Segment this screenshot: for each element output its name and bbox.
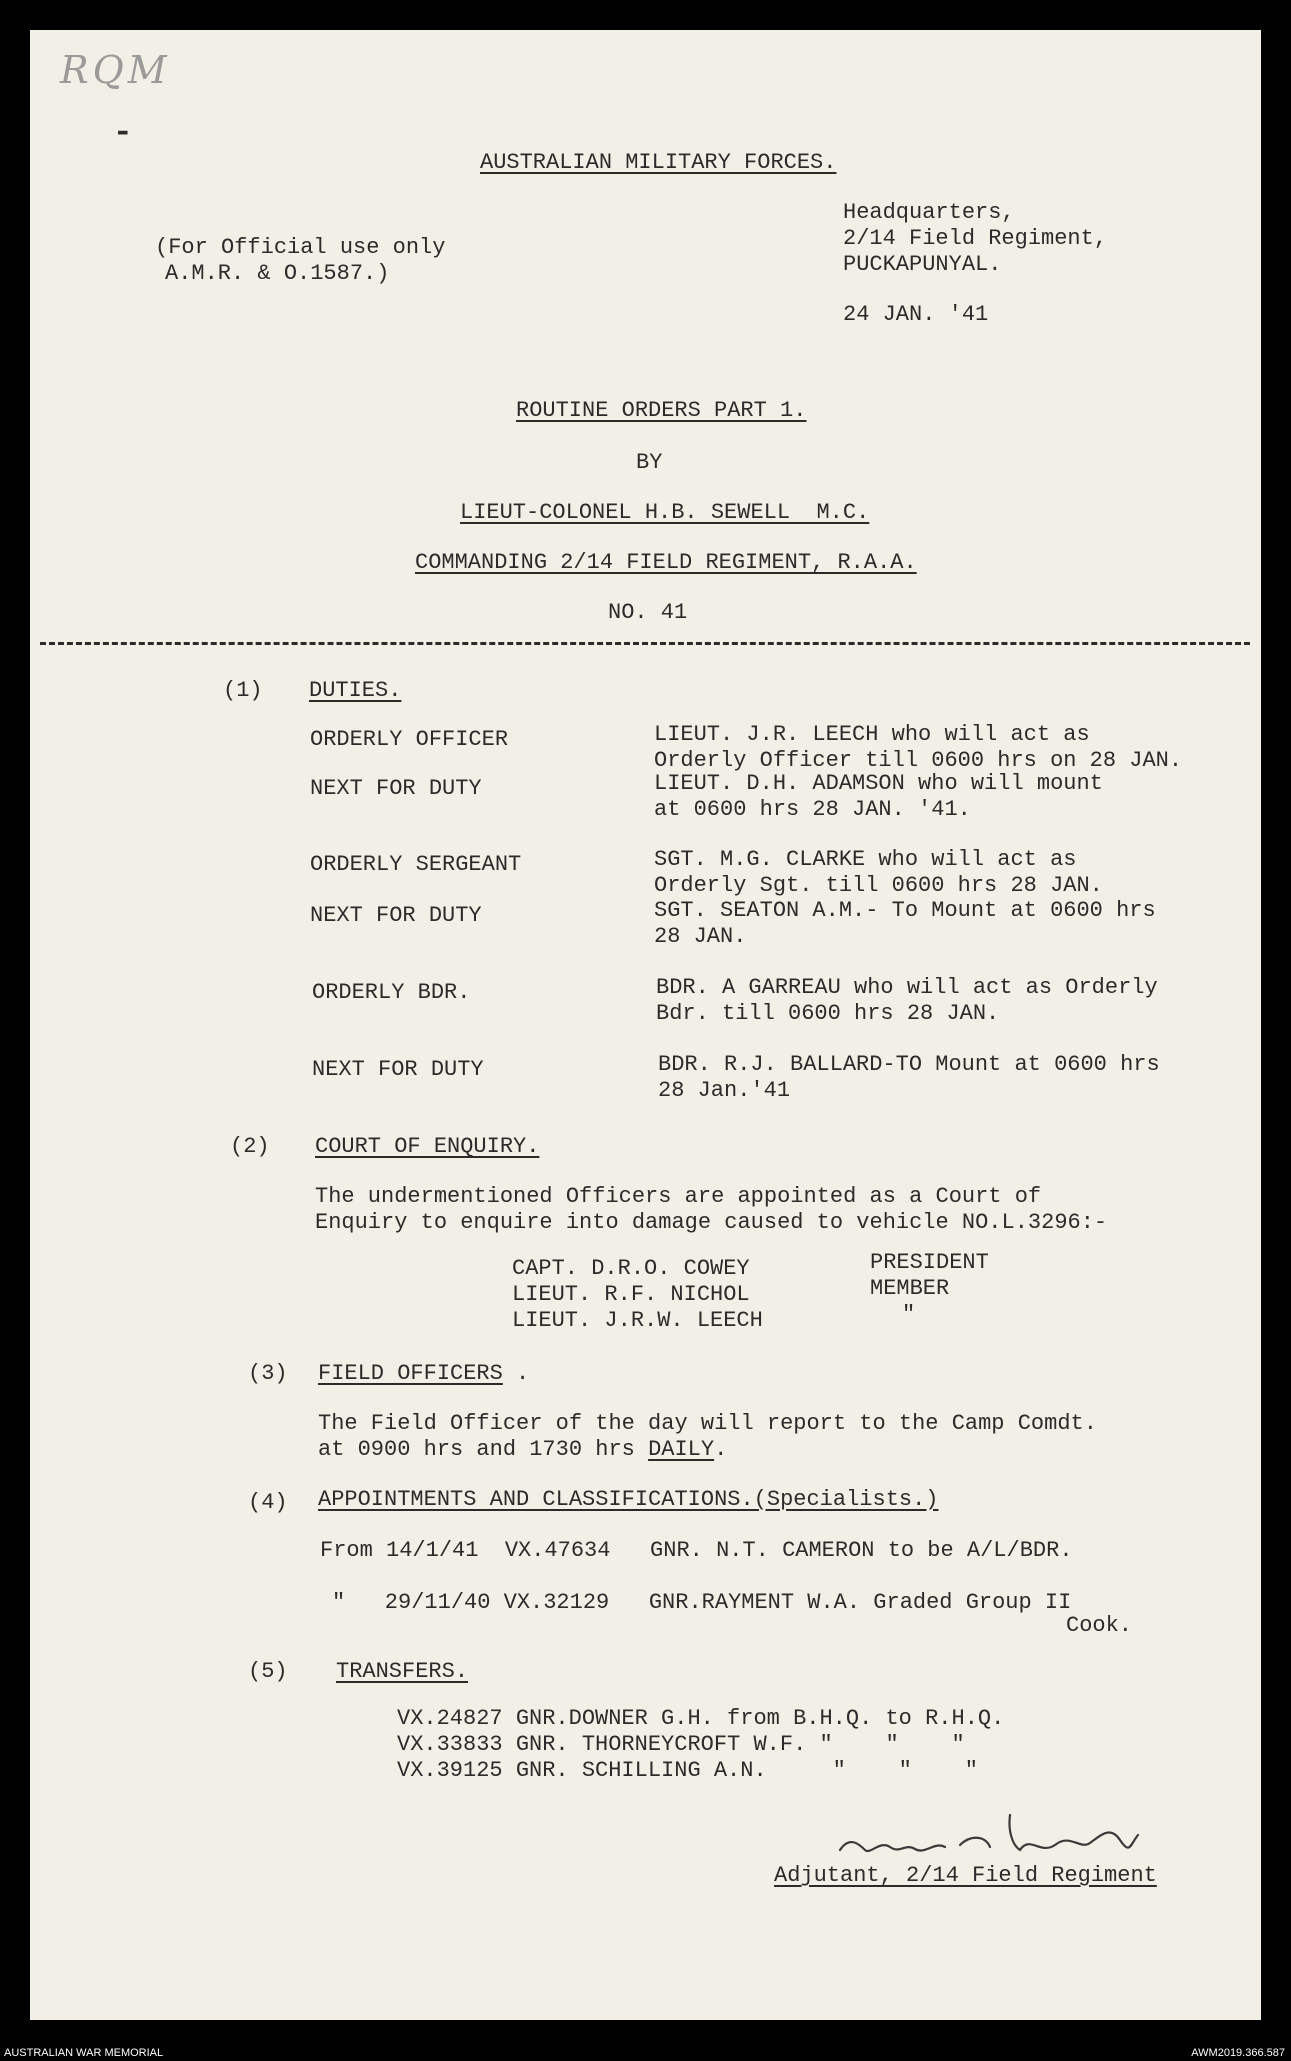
document-heading: AUSTRALIAN MILITARY FORCES. (480, 150, 837, 175)
court-member-role: MEMBER (870, 1276, 950, 1301)
footer-credit: AUSTRALIAN WAR MEMORIAL (4, 2047, 164, 2059)
court-text-line-1: The undermentioned Officers are appointed as a Court of (315, 1184, 1042, 1209)
hq-line-2: 2/14 Field Regiment, (843, 226, 1108, 251)
duty-label: NEXT FOR DUTY (310, 776, 482, 801)
field-officers-heading-dot: . (516, 1361, 530, 1386)
document-page (30, 30, 1261, 2020)
section-heading-court: COURT OF ENQUIRY. (315, 1134, 540, 1159)
by-line: BY (636, 450, 663, 475)
field-officers-times: at 0900 hrs and 1730 hrs (318, 1437, 649, 1462)
orders-title: ROUTINE ORDERS PART 1. (516, 398, 807, 423)
hq-line-3: PUCKAPUNYAL. (843, 252, 1002, 277)
duty-label: ORDERLY OFFICER (310, 727, 509, 752)
duty-detail: Orderly Officer till 0600 hrs on 28 JAN. (654, 748, 1183, 773)
duty-detail: BDR. R.J. BALLARD-TO Mount at 0600 hrs (658, 1052, 1160, 1077)
duty-label: NEXT FOR DUTY (312, 1057, 484, 1082)
duty-detail: SGT. M.G. CLARKE who will act as (654, 847, 1077, 872)
field-officers-text-line-2 (318, 1437, 727, 1463)
order-date: 24 JAN. '41 (843, 302, 989, 327)
section-number-field-officers: (3) (248, 1361, 288, 1386)
court-member-role: PRESIDENT (870, 1250, 989, 1275)
transfer-line: VX.39125 GNR. SCHILLING A.N. " " " (397, 1758, 978, 1783)
handwritten-signature (820, 1805, 1150, 1865)
pen-mark: ▬ (118, 122, 128, 140)
section-heading-appointments: APPOINTMENTS AND CLASSIFICATIONS.(Specialists.) (318, 1487, 939, 1512)
handwritten-margin-note: RQM (60, 48, 171, 92)
court-member-role: " (902, 1302, 916, 1327)
field-officers-heading-text: FIELD OFFICERS (318, 1361, 503, 1386)
duty-detail: SGT. SEATON A.M.- To Mount at 0600 hrs (654, 898, 1156, 923)
hq-line-1: Headquarters, (843, 200, 1015, 225)
duty-detail: LIEUT. D.H. ADAMSON who will mount (654, 771, 1103, 796)
transfer-line: VX.33833 GNR. THORNEYCROFT W.F. " " " (397, 1732, 965, 1757)
duty-label: ORDERLY BDR. (312, 980, 471, 1005)
command-line: COMMANDING 2/14 FIELD REGIMENT, R.A.A. (415, 550, 917, 575)
section-heading-transfers: TRANSFERS. (336, 1659, 469, 1684)
signature-title: Adjutant, 2/14 Field Regiment (774, 1863, 1157, 1888)
section-heading-duties: DUTIES. (309, 678, 402, 703)
appointment-line-2: " 29/11/40 VX.32129 GNR.RAYMENT W.A. Graded Group II (332, 1590, 1072, 1615)
duty-detail: 28 JAN. (654, 924, 747, 949)
section-number-appointments: (4) (248, 1490, 288, 1515)
classification-line-1: (For Official use only (155, 235, 446, 260)
duty-label: NEXT FOR DUTY (310, 903, 482, 928)
duty-detail: LIEUT. J.R. LEECH who will act as (654, 722, 1090, 747)
section-number-transfers: (5) (248, 1659, 288, 1684)
duty-detail: BDR. A GARREAU who will act as Orderly (656, 975, 1158, 1000)
court-text-line-2: Enquiry to enquire into damage caused to vehicle NO.L.3296:- (315, 1210, 1108, 1235)
duty-detail: at 0600 hrs 28 JAN. '41. (654, 797, 971, 822)
field-officers-period: . (714, 1437, 728, 1462)
appointment-line-1: From 14/1/41 VX.47634 GNR. N.T. CAMERON to be A/L/BDR. (320, 1538, 1073, 1563)
separator-rule (40, 642, 1250, 645)
duty-detail: Bdr. till 0600 hrs 28 JAN. (656, 1001, 1000, 1026)
section-number-duties: (1) (223, 678, 263, 703)
duty-label: ORDERLY SERGEANT (310, 852, 522, 877)
footer-reference: AWM2019.366.587 (1191, 2047, 1285, 2059)
court-member-name: CAPT. D.R.O. COWEY (512, 1256, 750, 1281)
duty-detail: 28 Jan.'41 (658, 1078, 791, 1103)
field-officers-daily: DAILY (648, 1437, 715, 1462)
order-number: NO. 41 (608, 600, 688, 625)
section-number-court: (2) (230, 1134, 270, 1159)
classification-line-2: A.M.R. & O.1587.) (165, 261, 390, 286)
court-member-name: LIEUT. J.R.W. LEECH (512, 1308, 763, 1333)
court-member-name: LIEUT. R.F. NICHOL (512, 1282, 750, 1307)
duty-detail: Orderly Sgt. till 0600 hrs 28 JAN. (654, 873, 1103, 898)
commander-line: LIEUT-COLONEL H.B. SEWELL M.C. (460, 500, 870, 525)
transfer-line: VX.24827 GNR.DOWNER G.H. from B.H.Q. to R.H.Q. (397, 1706, 1005, 1731)
section-heading-field-officers (318, 1361, 529, 1387)
appointment-line-3: Cook. (1066, 1613, 1133, 1638)
field-officers-text-line-1: The Field Officer of the day will report to the Camp Comdt. (318, 1411, 1097, 1436)
